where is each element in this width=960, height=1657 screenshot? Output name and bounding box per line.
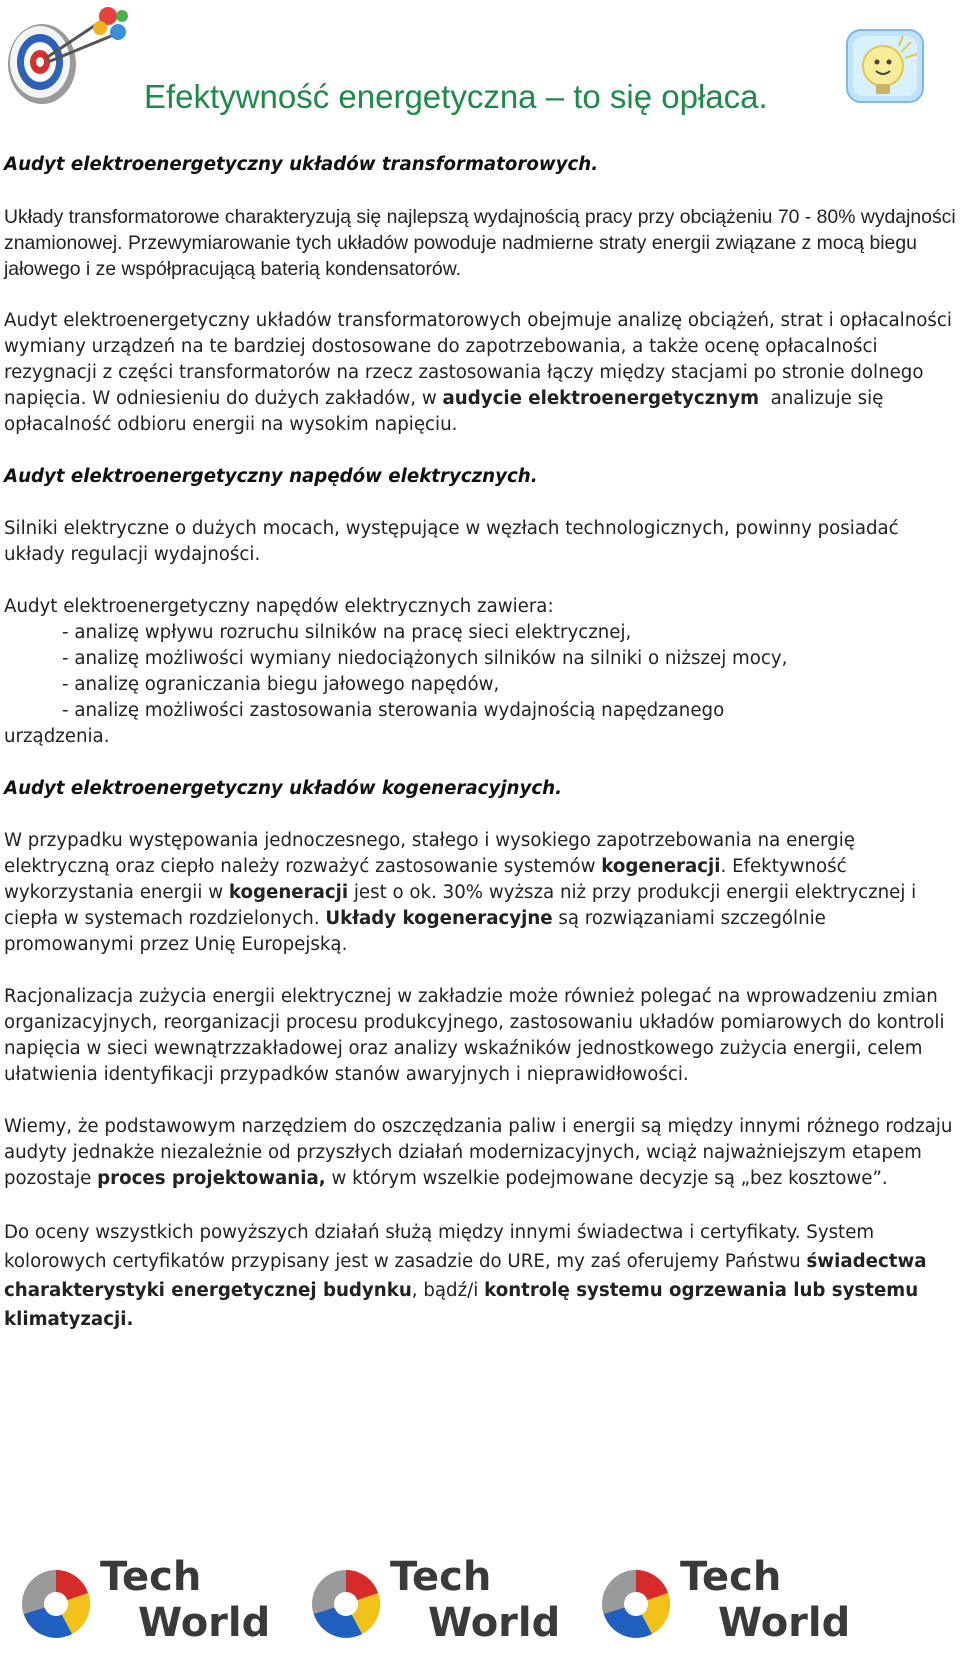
paragraph-certificates: Do oceny wszystkich powyższych działań służą między innymi świadectwa i certyfikaty. System kolorowych certyfikatów przypisany jest w zasadzie do URE, my zaś oferujemy Państwu świadectwa charakterystyki energetycznej budynku, bądź/i kontrolę systemu ogrzewania lub systemu klimatyzacji. [4, 1222, 927, 1330]
article-body [4, 152, 956, 1360]
paragraph-rationalization: Racjonalizacja zużycia energii elektrycznej w zakładzie może również polegać na wprowadzeniu zmian organizacyjnych, reorganizacji procesu produkcyjnego, zastosowaniu układów pomiarowych do kontroli napięcia w sieci wewnątrzzakładowej oraz analizy wskaźników jednostkowego zużycia energii, celem ułatwienia identyfikacji przypadków stanów awaryjnych i nieprawidłowości. [4, 986, 945, 1085]
footer-logos [0, 1548, 960, 1644]
list-item: - analizę możliwości wymiany niedociążonych silników na silniki o niższej mocy, [62, 648, 788, 669]
paragraph-transformers-scope: Audyt elektroenergetyczny układów transformatorowych obejmuje analizę obciążeń, strat i opłacalności wymiany urządzeń na te bardziej dostosowane do zapotrzebowania, a także ocenę opłacalności rezygnacji z części transformatorów na rzecz zastosowania łączy między stacjami po stronie dolnego napięcia. W odniesieniu do dużych zakładów, w audycie elektroenergetycznym analizuje się opłacalność odbioru energii na wysokim napięciu. [4, 310, 952, 435]
tech-world-logo [10, 1548, 270, 1644]
section-heading-drives: Audyt elektroenergetyczny napędów elektrycznych. [4, 466, 538, 487]
section-heading-transformers: Audyt elektroenergetyczny układów transformatorowych. [4, 154, 599, 175]
svg-text:Tech: Tech [680, 1554, 782, 1600]
svg-text:World: World [428, 1600, 560, 1644]
svg-text:Tech: Tech [390, 1554, 492, 1600]
list-item: - analizę ograniczania biegu jałowego napędów, [62, 674, 500, 695]
paragraph-drives-intro: Silniki elektryczne o dużych mocach, występujące w węzłach technologicznych, powinny posiadać układy regulacji wydajności. [4, 518, 899, 565]
lightbulb-icon [845, 28, 927, 106]
page-title: Efektywność energetyczna – to się opłaca. [144, 78, 768, 115]
paragraph-cogeneration: W przypadku występowania jednoczesnego, stałego i wysokiego zapotrzebowania na energię elektryczną oraz ciepło należy rozważyć zastosowanie systemów kogeneracji. Efektywność wykorzystania energii w kogeneracji jest o ok. 30% wyższa niż przy produkcji energii elektrycznej i ciepła w systemach rozdzielonych. Układy kogeneracyjne są rozwiązaniami szczególnie promowanymi przez Unię Europejską. [4, 830, 917, 955]
section-heading-cogeneration: Audyt elektroenergetyczny układów kogeneracyjnych. [4, 778, 562, 799]
bold-phrase: audycie elektroenergetycznym [442, 388, 760, 409]
list-tail: urządzenia. [4, 726, 110, 747]
target-arrows-logo [4, 4, 134, 114]
list-item: - analizę wpływu rozruchu silników na pracę sieci elektrycznej, [62, 622, 632, 643]
list-intro: Audyt elektroenergetyczny napędów elektrycznych zawiera: [4, 596, 554, 617]
paragraph-transformers-intro: Układy transformatorowe charakteryzują się najlepszą wydajnością pracy przy obciążeniu 70 - 80% wydajności znamionowej. Przewymiarowanie tych układów powoduje nadmierne straty energii związane z mocą biegu jałowego i ze współpracującą baterią kondensatorów. [4, 206, 956, 280]
svg-text:Tech: Tech [100, 1554, 202, 1600]
svg-text:World: World [138, 1600, 270, 1644]
svg-text:World: World [718, 1600, 850, 1644]
tech-world-logo [590, 1548, 850, 1644]
paragraph-tools: Wiemy, że podstawowym narzędziem do oszczędzania paliw i energii są między innymi różnego rodzaju audyty jednakże niezależnie od przyszłych działań modernizacyjnych, wciąż najważniejszym etapem pozostaje proces projektowania, w którym wszelkie podejmowane decyzje są „bez kosztowe”. [4, 1116, 953, 1189]
tech-world-logo [300, 1548, 560, 1644]
list-drives [4, 594, 956, 750]
list-item: - analizę możliwości zastosowania sterowania wydajnością napędzanego [62, 700, 725, 721]
page-header [0, 0, 960, 150]
